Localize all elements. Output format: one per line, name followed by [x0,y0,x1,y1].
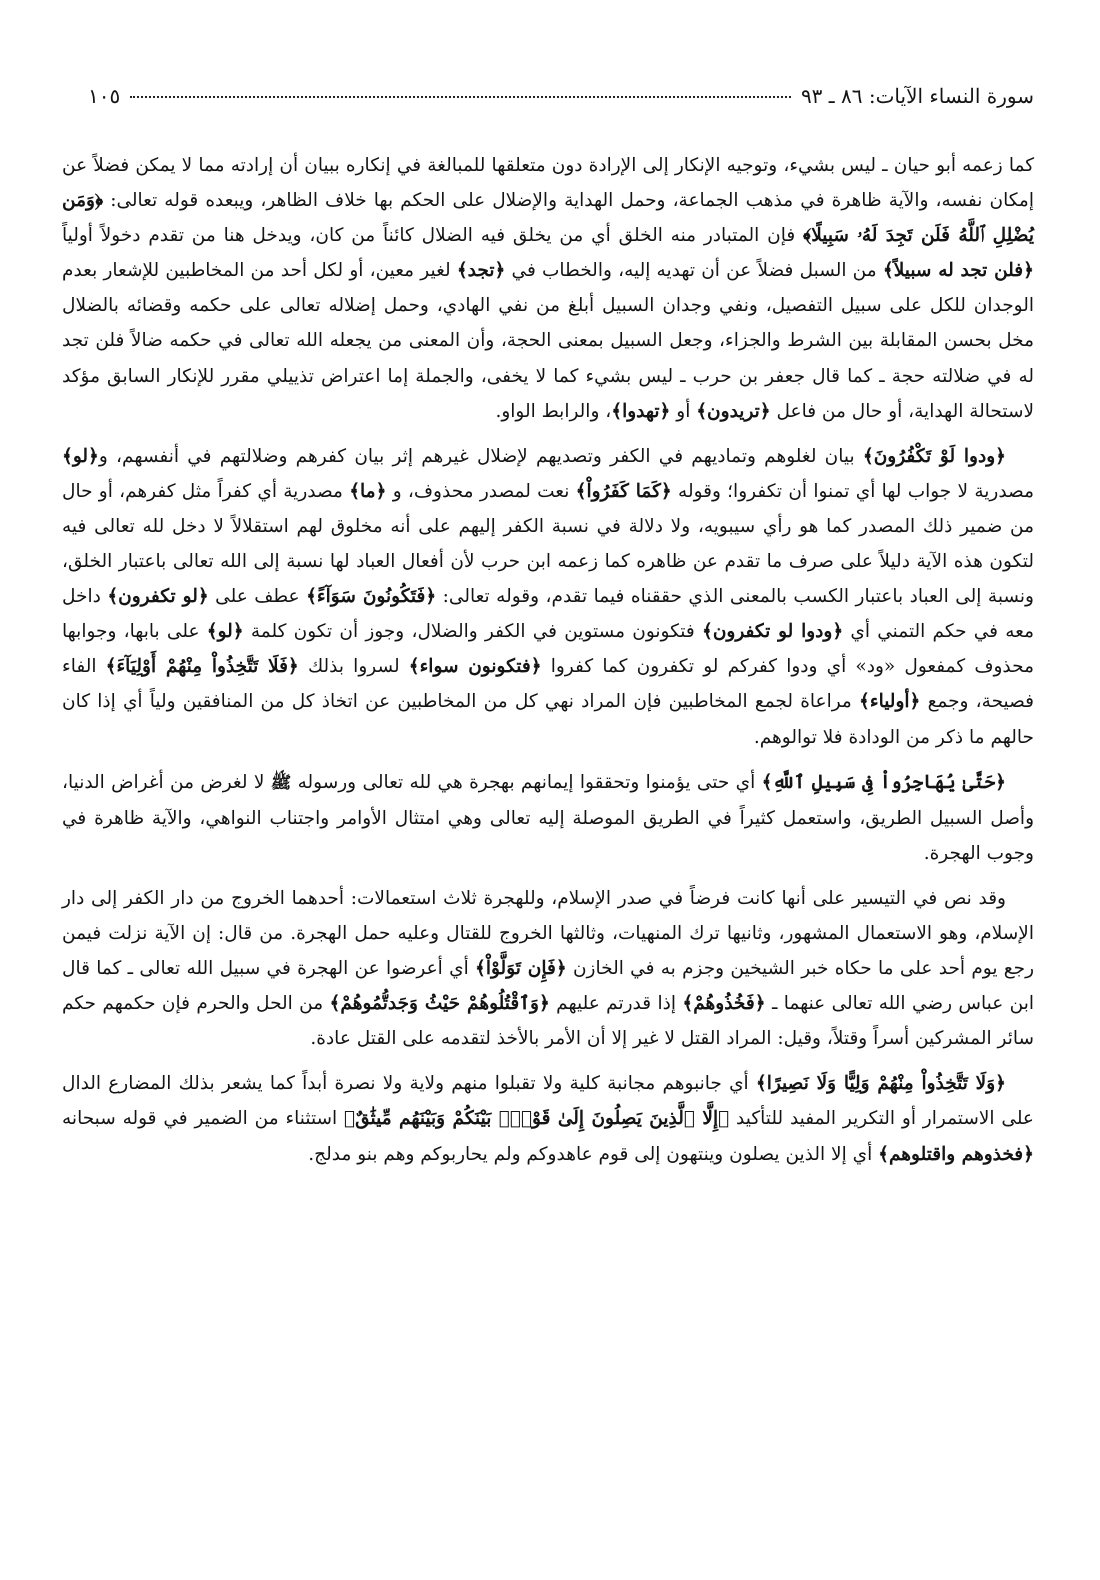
commentary-text: لسروا بذلك [298,656,409,678]
quran-quote: ﴿ودوا لَوْ تَكْفُرُونَ﴾ [862,445,1006,467]
quran-quote: ﴿ودوا لو تكفرون﴾ [701,621,844,643]
commentary-text: إذا قدرتم عليهم [549,993,683,1015]
commentary-text: لا لغرض من أغراض الدنيا، وأصل السبيل الطريق، واستعمل كثيراً في الطريق الموصلة إليه تعالى وهي امتثال الأوامر واجتناب النواهي، والآية ظاهرة في وجوب الهجرة. [62,771,1034,864]
commentary-text: من الحل والحرم فإن حكمهم حكم سائر المشركين أسراً وقتلاً، وقيل: المراد القتل لا غير إلا أن الأمر بالأخذ لتقدمه على القتل عادة. [62,993,1034,1050]
commentary-text: وقد نص في التيسير على أنها كانت فرضاً في صدر الإسلام، وللهجرة ثلاث استعمالات: أحدهما الخروج من دار الكفر إلى دار الإسلام، وهو الاستعمال المشهور، وثانيها ترك المنهيات، وثالثها الخروج للقتال وعليه حمل الهجرة. من قال: إن الآية نزلت فيمن رجع يوم أحد على ما حكاه خبر الشيخين وجزم به في الخازن [62,887,1035,980]
quran-quote: ﴿وَمَن يُضْلِلِ ٱللَّهُ فَلَن تَجِدَ لَهُۥ سَبِيلًا﴾ [62,190,1035,247]
quran-quote: ﴿كَمَا كَفَرُواْ﴾ [575,480,672,502]
commentary-text: أي أعرضوا عن الهجرة في سبيل الله تعالى ـ كما قال ابن عباس رضي الله تعالى عنهما ـ [62,958,1034,1015]
quran-quote: ﴿فَخُذُوهُمْ﴾ [682,993,766,1015]
quran-quote: ﴿تجد﴾ [456,260,506,282]
commentary-text: ، والرابط الواو. [495,400,612,422]
paragraph [62,1066,1034,1171]
quran-quote: ﴿وَلَا تَتَّخِذُواْ مِنْهُمْ وَلِيًّا وَلَا نَصِيرًا﴾ [755,1073,1006,1095]
paragraph [62,439,1034,755]
quran-quote: ﴿إِلَّا ٱلَّذِينَ يَصِلُونَ إِلَىٰ قَوْمٍۭ بَيْنَكُمْ وَبَيْنَهُم مِّيثَٰقٌ﴾ [344,1108,730,1130]
running-header [88,84,1034,120]
commentary-text: مراعاة لجمع المخاطبين فإن المراد نهي كل من المخاطبين عن اتخاذ كل من المنافقين ولياً أي إذا كان حالهم ما ذكر من الودادة فلا توالوهم. [62,691,1034,748]
quran-quote: ﴿تهدوا﴾ [611,400,671,422]
commentary-text: فتكونون مستوين في الكفر والضلال، وجوز أن تكون كلمة [243,621,702,643]
commentary-text: الفاء فصيحة، وجمع [62,656,1034,713]
leader-dots [130,96,791,98]
commentary-text: لغير معين، أو لكل أحد من المخاطبين للإشعار بعدم الوجدان للكل على سبيل التفصيل، ونفي وجدان السبيل أبلغ من نفي الهادي، وحمل إضلاله تعالى على حكمه وقضائه بالضلال مخل بحسن المقابلة بين الشرط والجزاء، وجعل السبيل بمعنى الحجة، وأن المعنى من يجعله الله تعالى في حكمه ضالاً فلن تجد له في ضلالته حجة ـ كما قال جعفر بن حرب ـ ليس بشيء كما لا يخفى، والجملة إما اعتراض تذييلي مقرر للإنكار السابق مؤكد لاستحالة الهداية، أو حال من فاعل [62,260,1034,422]
commentary-text: عطف على [208,586,307,608]
surah-title: سورة النساء الآيات: ٨٦ ـ ٩٣ [800,84,1034,108]
commentary-text: أي إلا الذين يصلون وينتهون إلى قوم عاهدوكم ولم يحاربوكم وهم بنو مدلج. [308,1143,879,1165]
commentary-text: بيان لغلوهم وتماديهم في الكفر وتصديهم لإضلال غيرهم إثر بيان كفرهم وضلالتهم في أنفسهم، و [98,445,863,467]
commentary-text: مصدرية لا جواب لها أي تمنوا أن تكفروا؛ وقوله [671,480,1034,502]
quran-quote: ﴿فلن تجد له سبيلاً﴾ [882,260,1034,282]
commentary-text: من السبل فضلاً عن أن تهديه إليه، والخطاب في [505,260,883,282]
page-number: ١٠٥ [88,84,121,108]
quran-quote: ﴿فَلَا تَتَّخِذُواْ مِنْهُمْ أَوْلِيَآءَ﴾ [105,656,299,678]
commentary-text: داخل معه في حكم التمني أي [62,586,1035,643]
honorific-glyph: ﷺ [270,772,292,793]
commentary-text: نعت لمصدر محذوف، و [386,480,576,502]
quran-quote: ﴿فتكونون سواء﴾ [408,656,542,678]
paragraph [62,148,1034,429]
quran-quote: ﴿لو﴾ [62,445,99,467]
quran-quote: ﴿وَٱقْتُلُوهُمْ حَيْثُ وَجَدتُّمُوهُمْ﴾ [329,993,550,1015]
commentary-text: استثناء من الضمير في قوله سبحانه [62,1108,345,1130]
commentary-text: أي جانبوهم مجانبة كلية ولا تقبلوا منهم ولاية ولا نصرة أبداً كما يشعر بذلك المضارع الدال على الاستمرار أو التكرير المفيد للتأكيد [62,1073,1034,1130]
commentary-text: أي حتى يؤمنوا وتحققوا إيمانهم بهجرة هي لله تعالى ورسوله [291,771,762,793]
commentary-text: مصدرية أي كفراً مثل كفرهم، أو حال من ضمير ذلك المصدر كما هو رأي سيبويه، ولا دلالة في نسبة الكفر إليهم على أنه مخلوق لهم استقلالاً لا دخل لله تعالى فيه لتكون هذه الآية دليلاً على صرف ما تقدم عن ظاهره كما زعمه ابن حرب لأن أفعال العباد لها نسبة إلى الله تعالى باعتبار الخلق، ونسبة إلى العباد باعتبار الكسب بالمعنى الذي حققناه فيما تقدم، وقوله تعالى: [62,480,1034,608]
quran-quote: ﴿لو تكفرون﴾ [107,586,209,608]
quran-quote: ﴿لو﴾ [206,621,244,643]
paragraph [62,881,1034,1056]
commentary-text: فإن المتبادر منه الخلق أي من يخلق فيه الضلال كائناً من كان، ويدخل هنا من تقدم دخولاً أولياً [62,225,803,247]
commentary-text: أو [670,400,697,422]
paragraph [62,765,1034,871]
quran-quote: ﴿تريدون﴾ [696,400,771,422]
quran-quote: ﴿أولياء﴾ [859,691,921,713]
quran-quote: ﴿فخذوهم واقتلوهم﴾ [878,1143,1034,1165]
commentary-text: كما زعمه أبو حيان ـ ليس بشيء، وتوجيه الإنكار إلى الإرادة دون متعلقها للمبالغة في إنكاره ببيان أن إرادته مما لا يمكن فضلاً عن إمكان نفسه، والآية ظاهرة في مذهب الجماعة، وحمل الهداية والإضلال على الحكم بها خلاف الظاهر، ويبعده قوله تعالى: [62,155,1034,212]
quran-quote: ﴿حَتَّىٰ يُهَاجِرُواْ فِى سَبِيلِ ٱللَّهِ﴾ [761,771,1007,793]
quran-quote: ﴿فَتَكُونُونَ سَوَآءً﴾ [306,586,437,608]
body-text [62,148,1034,1182]
commentary-text: على بابها، وجوابها محذوف كمفعول «ود» أي ودوا كفركم لو تكفرون كما كفروا [62,621,1034,678]
quran-quote: ﴿ما﴾ [349,480,387,502]
quran-quote: ﴿فَإِن تَوَلَّوْاْ﴾ [475,958,567,980]
